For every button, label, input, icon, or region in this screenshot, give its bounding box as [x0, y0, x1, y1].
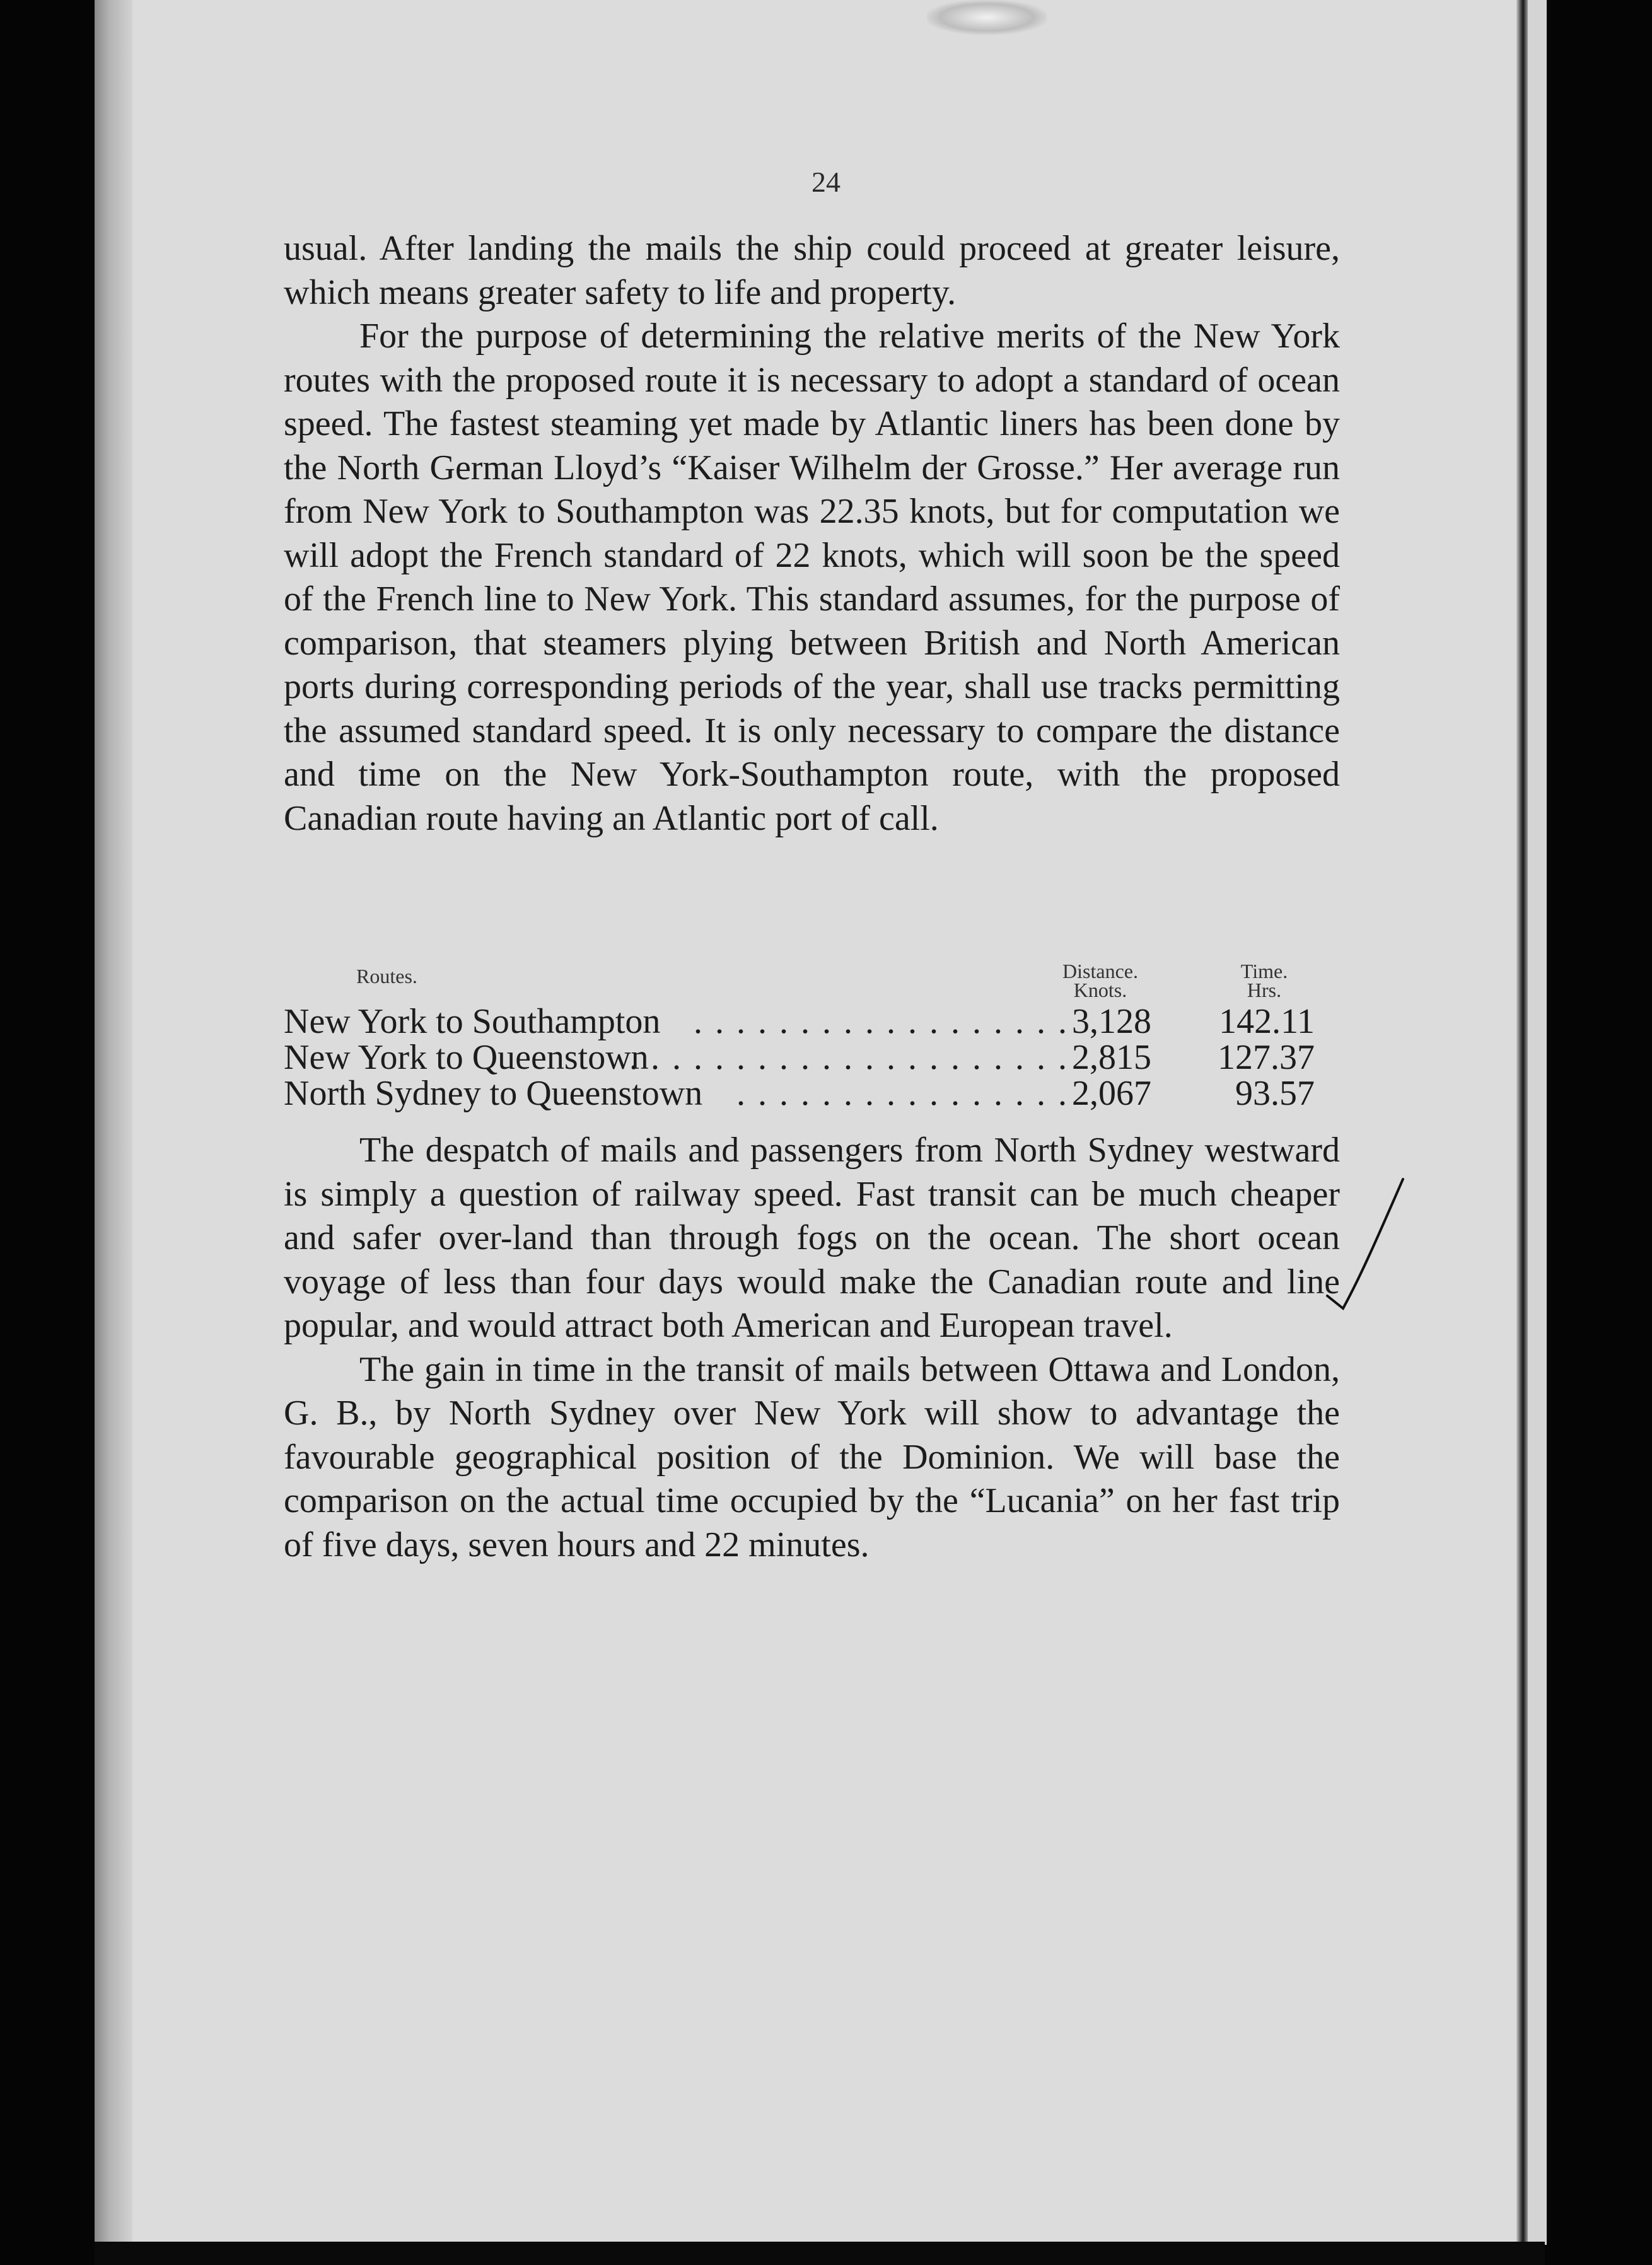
paragraph: The gain in time in the transit of mails between Ottawa and London, G. B., by North Sydney over New York will show to advantage the favourable geographical position of the Dominion. We will base the comparison on the actual time occupied by the “Lucania” on her fast trip of five days, seven hours and 22 minutes.	[284, 1349, 1340, 1564]
paragraph: For the purpose of determining the relative merits of the New York routes with the proposed route it is necessary to adopt a standard of ocean speed. The fastest steaming yet made by Atlantic liners has been done by the North German Lloyd’s “Kaiser Wilhelm der Grosse.” Her average run from New York to Southampton was 22.35 knots, but for computation we will adopt the French standard of 22 knots, which will soon be the speed of the French line to New York. This standard assumes, for the purpose of comparison, that steamers plying between British and North American ports during corresponding periods of the year, shall use tracks permitting the assumed standard speed. It is only necessary to compare the distance and time on the New York-Southampton route, with the proposed Canadian route having an Atlantic port of call.	[284, 317, 1340, 838]
header-distance	[1037, 962, 1163, 999]
leader-dots: . . . . . . . . . . . . . . . .	[736, 1074, 1069, 1113]
route-name: New York to Queenstown	[284, 1038, 649, 1077]
route-name: New York to Southampton	[284, 1002, 661, 1041]
route-name: North Sydney to Queenstown	[284, 1074, 703, 1113]
body-text-top	[284, 227, 1340, 841]
route-time: 127.37	[1218, 1038, 1315, 1077]
paper-tear	[927, 0, 1047, 35]
route-distance: 3,128	[1072, 1002, 1151, 1041]
check-mark-icon	[1324, 1173, 1412, 1324]
facing-page-edge	[1528, 0, 1547, 2245]
header-time-label: Time.	[1240, 960, 1288, 982]
table-row	[284, 1076, 1340, 1112]
routes-table	[284, 1004, 1340, 1112]
routes-table-header	[284, 955, 1340, 1006]
page-edge-shadow	[95, 0, 132, 2245]
route-time: 142.11	[1219, 1002, 1315, 1041]
paragraph: usual. After landing the mails the ship could proceed at greater leisure, which means greater safety to life and property.	[284, 229, 1340, 312]
route-distance: 2,067	[1072, 1074, 1151, 1113]
header-distance-unit: Knots.	[1073, 979, 1127, 1001]
leader-dots: . . . . . . . . . . . . . . . . . .	[694, 1002, 1069, 1041]
header-time	[1217, 962, 1312, 999]
binding-gutter	[1516, 0, 1528, 2245]
table-row	[284, 1040, 1340, 1076]
leader-dots: . . . . . . . . . . . . . . . . . . . . .	[629, 1038, 1069, 1077]
paragraph: The despatch of mails and passengers from North Sydney westward is simply a question of railway speed. Fast transit can be much cheaper and safer over-land than through fogs on the ocean. The short ocean voyage of less than four days would make the Canadian route and line popular, and would attract both American and European travel.	[284, 1131, 1340, 1345]
route-distance: 2,815	[1072, 1038, 1151, 1077]
header-time-unit: Hrs.	[1247, 979, 1282, 1001]
page-number: 24	[811, 166, 841, 198]
header-routes: Routes.	[356, 965, 417, 987]
route-time: 93.57	[1235, 1074, 1315, 1113]
table-row	[284, 1004, 1340, 1040]
body-text-bottom	[284, 1129, 1340, 1567]
header-distance-label: Distance.	[1062, 960, 1138, 982]
scan-border	[95, 2242, 1545, 2265]
